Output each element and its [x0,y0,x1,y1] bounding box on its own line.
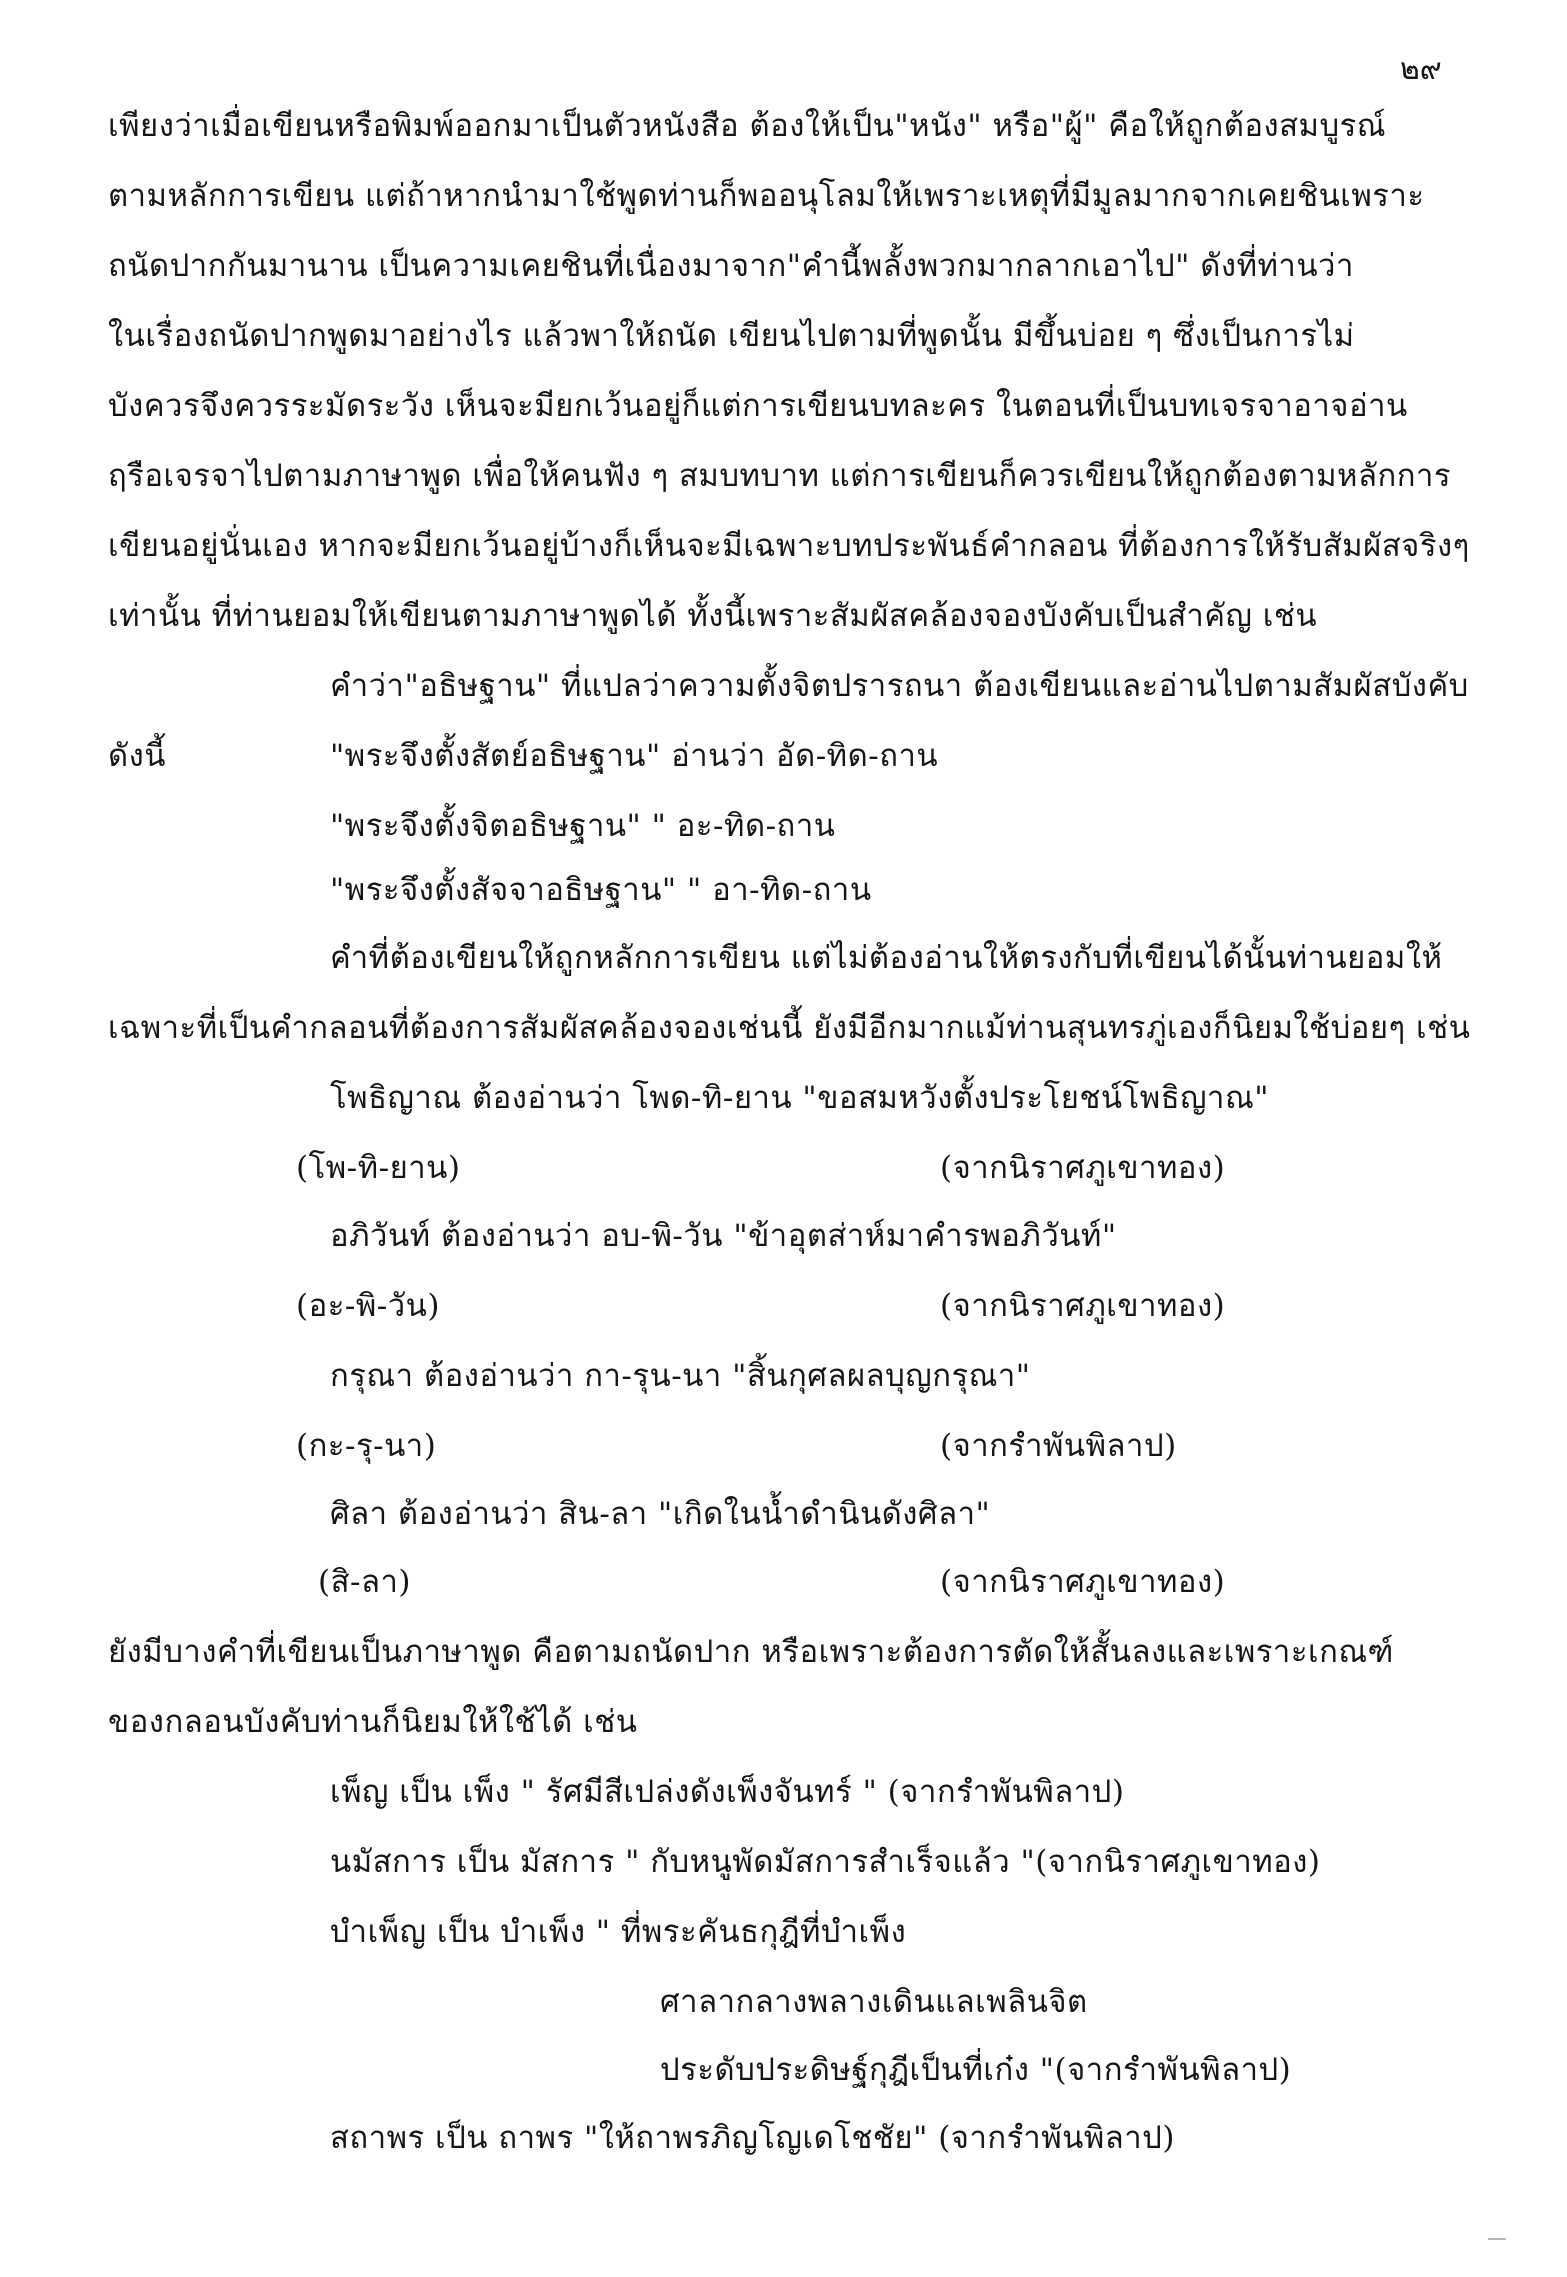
text-line: เฉพาะที่เป็นคำกลอนที่ต้องการสัมผัสคล้องจองเช่นนี้ ยังมีอีกมากแม้ท่านสุนทรภู่เองก็นิยมใช้บ่อยๆ เช่น [108,1010,1471,1046]
text-line: ฤรือเจรจาไปตามภาษาพูด เพื่อให้คนฟัง ๆ สมบทบาท แต่การเขียนก็ควรเขียนให้ถูกต้องตามหลักการ [108,458,1452,494]
text-line: บังควรจึงควรระมัดระวัง เห็นจะมียกเว้นอยู่ก็แต่การเขียนบทละคร ในตอนที่เป็นบทเจรจาอาจอ่าน [108,388,1408,424]
source-citation: (จากนิราศภูเขาทอง) [940,1150,1226,1186]
example-line: ศิลา ต้องอ่านว่า สิน-ลา "เกิดในน้ำดำนินดังศิลา" [330,1496,991,1532]
example-line: สถาพร เป็น ถาพร "ให้ถาพรภิญโญเดโชชัย" (จากรำพันพิลาป) [330,2120,1175,2156]
text-line: เพียงว่าเมื่อเขียนหรือพิมพ์ออกมาเป็นตัวหนังสือ ต้องให้เป็น"หนัง" หรือ"ผู้" คือให้ถูกต้องสมบูรณ์ [108,108,1387,144]
pronunciation-line: (กะ-รุ-นา) [296,1428,437,1464]
example-line: "พระจึงตั้งสัจจาอธิษฐาน" " อา-ทิด-ถาน [330,872,872,908]
text-line: ยังมีบางคำที่เขียนเป็นภาษาพูด คือตามถนัดปาก หรือเพราะต้องการตัดให้สั้นลงและเพราะเกณฑ์ [108,1634,1394,1670]
text-line: ของกลอนบังคับท่านก็นิยมให้ใช้ได้ เช่น [108,1704,638,1740]
example-line: "พระจึงตั้งสัตย์อธิษฐาน" อ่านว่า อัด-ทิด-ถาน [330,738,939,774]
example-line: อภิวันท์ ต้องอ่านว่า อบ-พิ-วัน "ข้าอุตส่าห์มาคำรพอภิวันท์" [330,1218,1117,1254]
text-line: ในเรื่องถนัดปากพูดมาอย่างไร แล้วพาให้ถนัด เขียนไปตามที่พูดนั้น มีขึ้นบ่อย ๆ ซึ่งเป็นการไม่ [108,318,1355,354]
example-line: เพ็ญ เป็น เพ็ง " รัศมีสีเปล่งดังเพ็งจันทร์ " (จากรำพันพิลาป) [330,1774,1125,1810]
pronunciation-line: (โพ-ทิ-ยาน) [296,1150,461,1186]
example-line: บำเพ็ญ เป็น บำเพ็ง " ที่พระคันธกุฎีที่บำเพ็ง [330,1914,907,1950]
verse-line: ประดับประดิษฐ์กุฎีเป็นที่เก๋ง "(จากรำพันพิลาป) [660,2052,1292,2088]
pronunciation-line: (อะ-พิ-วัน) [296,1288,440,1324]
source-citation: (จากนิราศภูเขาทอง) [940,1288,1226,1324]
text-line: คำว่า"อธิษฐาน" ที่แปลว่าความตั้งจิตปรารถนา ต้องเขียนและอ่านไปตามสัมผัสบังคับ [330,668,1469,704]
text-line: ตามหลักการเขียน แต่ถ้าหากนำมาใช้พูดท่านก็พออนุโลมให้เพราะเหตุที่มีมูลมากจากเคยชินเพราะ [108,178,1425,214]
text-line: คำที่ต้องเขียนให้ถูกหลักการเขียน แต่ไม่ต้องอ่านให้ตรงกับที่เขียนได้นั้นท่านยอมให้ [330,940,1443,976]
source-citation: (จากรำพันพิลาป) [940,1428,1177,1464]
verse-line: ศาลากลางพลางเดินแลเพลินจิต [660,1984,1088,2020]
example-line: กรุณา ต้องอ่านว่า กา-รุน-นา "สิ้นกุศลผลบุญกรุณา" [330,1358,1031,1394]
scan-mark [1488,2238,1506,2240]
pronunciation-line: (สิ-ลา) [318,1564,411,1600]
source-citation: (จากนิราศภูเขาทอง) [940,1564,1226,1600]
example-line: โพธิญาณ ต้องอ่านว่า โพด-ทิ-ยาน "ขอสมหวังตั้งประโยชน์โพธิญาณ" [330,1080,1269,1116]
example-line: นมัสการ เป็น มัสการ " กับหนูพัดมัสการสำเร็จแล้ว "(จากนิราศภูเขาทอง) [330,1844,1321,1880]
text-line: เท่านั้น ที่ท่านยอมให้เขียนตามภาษาพูดได้ ทั้งนี้เพราะสัมผัสคล้องจองบังคับเป็นสำคัญ เช่น [108,598,1318,634]
page-number: ๒๙ [1400,52,1442,87]
text-line: ถนัดปากกันมานาน เป็นความเคยชินที่เนื่องมาจาก"คำนี้พลั้งพวกมากลากเอาไป" ดังที่ท่านว่า [108,248,1354,284]
example-line: "พระจึงตั้งจิตอธิษฐาน" " อะ-ทิด-ถาน [330,808,836,844]
text-line: เขียนอยู่นั่นเอง หากจะมียกเว้นอยู่บ้างก็เห็นจะมีเฉพาะบทประพันธ์คำกลอน ที่ต้องการให้รับสัมผัสจริงๆ [108,528,1470,564]
text-line: ดังนี้ [108,738,166,774]
